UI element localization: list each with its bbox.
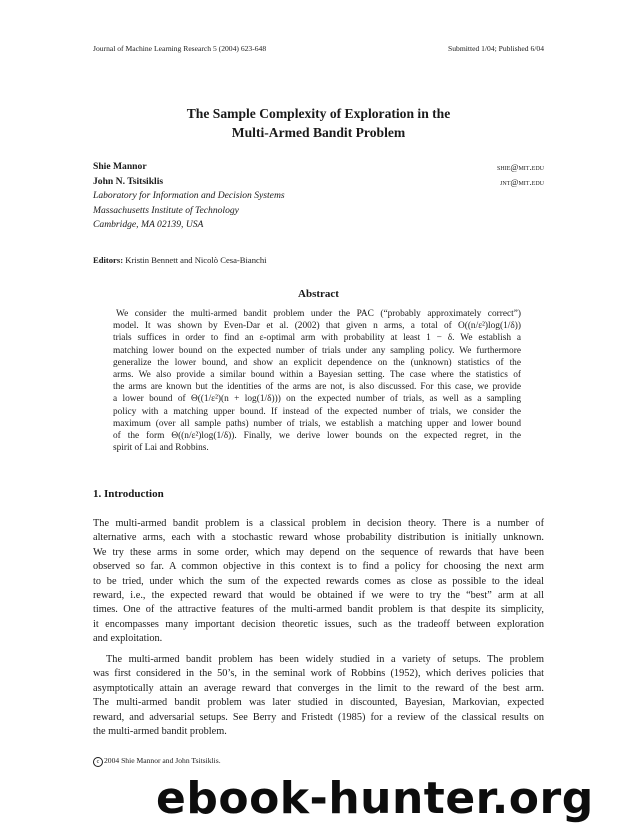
abstract-body	[113, 308, 521, 454]
paragraph	[93, 653, 544, 739]
body-line: was first considered in the 50’s, in the seminal work of Robbins (1952), which derives policies that	[93, 668, 544, 680]
abstract-line: the arms are known but the identities of the arms are not, is also discussed. For this case, we provide	[113, 382, 521, 393]
journal-citation: Journal of Machine Learning Research 5 (2004) 623-648	[93, 44, 267, 53]
author-name: Shie Mannor	[93, 161, 147, 172]
editors-line	[93, 255, 267, 265]
body-line: and exploitation.	[93, 633, 163, 645]
affiliation-line: Laboratory for Information and Decision Systems	[93, 190, 285, 202]
body-line: times. One of the attractive features of the multi-armed bandit problem is that despite its simplicity,	[93, 604, 544, 616]
abstract-line: policy with a matching upper bound. If instead of the expected number of trials, we consider the	[113, 406, 521, 417]
abstract-line: of the form Θ((n/ε²)log(1/δ)). Finally, we derive lower bounds on the expected regret, in the	[113, 431, 521, 442]
body-line: alternative arms, each with a stochastic reward whose probability distribution is initially unknown.	[93, 532, 544, 544]
abstract-line: arms. We also provide a similar bound within a Bayesian setting. The case where the statistics of	[113, 370, 521, 381]
abstract-line: maximum (over all sample paths) number of trials, we establish a matching upper and lower bound	[113, 418, 521, 429]
body-line: observed so far. A common objective in this context is to find a policy for choosing the next arm	[93, 561, 544, 573]
title-line: The Sample Complexity of Exploration in the	[186, 106, 451, 121]
abstract-line: spirit of Lai and Robbins.	[113, 443, 209, 454]
author-email: shie@mit.edu	[497, 162, 544, 172]
body-line: asymptotically attain an average reward that converges in the limit to the reward of the best arm.	[93, 682, 544, 694]
author-name: John N. Tsitsiklis	[93, 175, 164, 187]
abstract-line: matching lower bound on the expected number of trials under any sampling policy. We furthermore	[113, 345, 521, 356]
affiliation-line: Massachusetts Institute of Technology	[93, 204, 239, 216]
paragraph	[93, 517, 544, 647]
editors-label: Editors:	[93, 255, 124, 265]
copyright-notice	[93, 756, 221, 767]
editors-names: Kristin Bennett and Nicolò Cesa-Bianchi	[125, 255, 267, 265]
body-line: to be tried, under which the sum of the expected rewards comes as close as possible to the ideal	[93, 575, 544, 587]
affiliation-line: Cambridge, MA 02139, USA	[93, 219, 204, 231]
abstract-heading: Abstract	[298, 288, 339, 300]
section-heading: 1. Introduction	[93, 488, 164, 500]
body-line: the multi-armed bandit problem.	[93, 726, 227, 738]
running-head	[93, 44, 544, 53]
abstract-line: a lower bound of Θ((1/ε²)(n + log(1/δ))) on the expected number of trials, as well as a sampling	[113, 394, 521, 405]
watermark-logo: ebook-hunter.org	[156, 773, 594, 824]
body-line: The multi-armed bandit problem has been widely studied in a variety of setups. The problem	[106, 654, 544, 665]
body-line: reward, and adversarial setups. See Berry and Fristedt (1985) for a review of the classical results on	[93, 711, 544, 723]
author-row	[93, 160, 544, 175]
copyright-text: 2004 Shie Mannor and John Tsitsiklis.	[104, 756, 221, 765]
paper-title	[0, 104, 637, 142]
body-line: it encompasses many important decision theoretic issues, such as the tradeoff between exploration	[93, 618, 544, 630]
title-line: Multi-Armed Bandit Problem	[231, 125, 406, 140]
abstract-line: generalize the lower bound, and show an explicit dependence on the (unknown) statistics of the	[113, 357, 521, 368]
abstract-line: model. It was shown by Even-Dar et al. (2002) that given n arms, a total of O((n/ε²)log(1/δ))	[113, 321, 521, 332]
author-row	[93, 175, 544, 190]
abstract-line: We consider the multi-armed bandit problem under the PAC (“probably approximately correct”)	[116, 309, 521, 319]
body-line: We try these arms in some order, which may depend on the sequence of rewards that have been	[93, 546, 544, 558]
abstract-line: trials suffices in order to find an ε-optimal arm with probability at least 1 − δ. We establish a	[113, 333, 521, 344]
body-line: The multi-armed bandit problem was later studied in discounted, Bayesian, Markovian, expected	[93, 697, 544, 709]
body-line: reward, i.e., the expected reward that would be obtained if we were to try the “best” arm at all	[93, 590, 544, 602]
submission-dates: Submitted 1/04; Published 6/04	[448, 44, 544, 53]
body-line: The multi-armed bandit problem is a classical problem in decision theory. There is a number of	[93, 518, 544, 529]
copyright-icon: c	[93, 757, 103, 767]
author-email: jnt@mit.edu	[500, 176, 544, 187]
author-block	[93, 160, 544, 233]
